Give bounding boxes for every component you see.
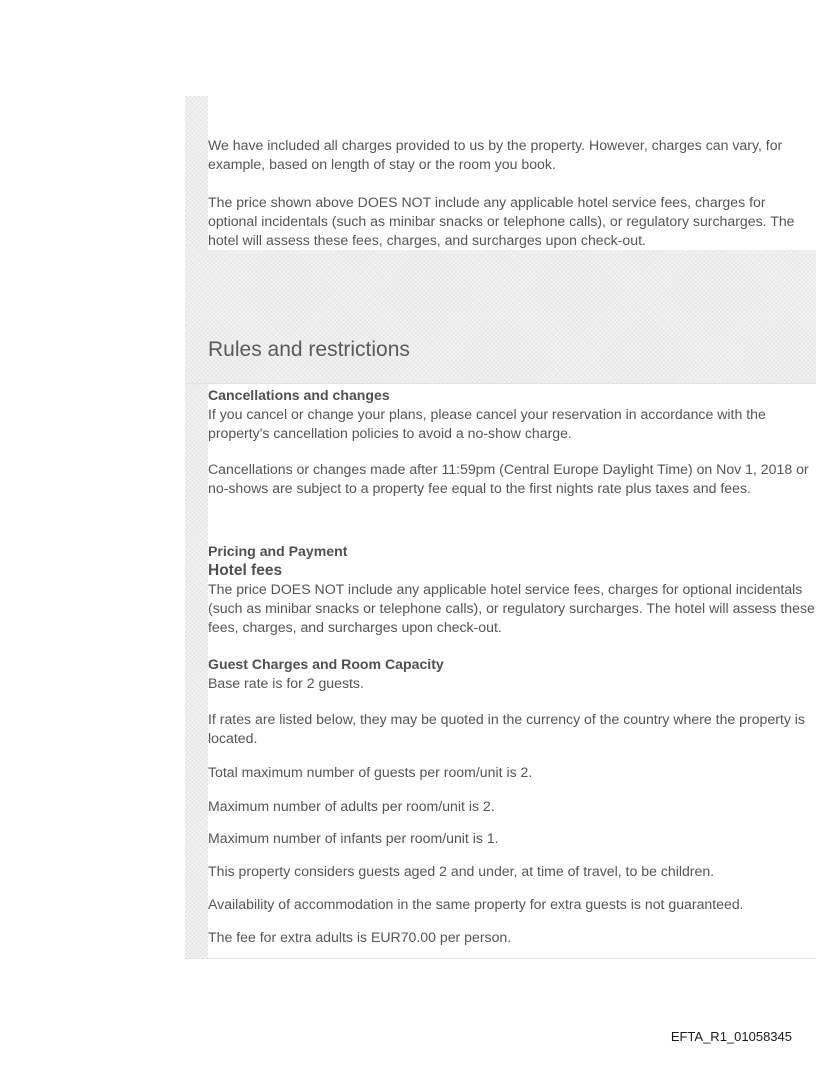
bottom-divider (185, 958, 816, 959)
max-adults-text: Maximum number of adults per room/unit is 2. (208, 798, 495, 814)
extra-guests-text: Availability of accommodation in the same property for extra guests is not guaranteed. (208, 896, 744, 912)
pricing-heading: Pricing and Payment (208, 543, 348, 559)
max-adults (208, 797, 816, 816)
pricing-block (208, 542, 816, 637)
max-infants (208, 829, 816, 848)
hotel-fees-text: The price DOES NOT include any applicable hotel service fees, charges for optional incidentals (such as minibar snacks or telephone calls), or regulatory surcharges. The hotel will assess these fees, charges, and surcharges upon check-out. (208, 581, 815, 635)
cancellation-deadline-text: Cancellations or changes made after 11:59pm (Central Europe Daylight Time) on Nov 1, 2018 or no-shows are subject to a property fee equal to the first nights rate plus taxes and fees. (208, 461, 809, 496)
hotel-fees-heading: Hotel fees (208, 562, 283, 579)
rules-heading: Rules and restrictions (208, 338, 410, 361)
cancellations-heading: Cancellations and changes (208, 387, 390, 403)
currency-note (208, 710, 816, 748)
cancellation-deadline (208, 460, 816, 498)
guest-charges-heading: Guest Charges and Room Capacity (208, 656, 444, 672)
base-rate: Base rate is for 2 guests. (208, 675, 364, 691)
cancellations-block (208, 386, 816, 443)
children-age-text: This property considers guests aged 2 and under, at time of travel, to be children. (208, 863, 715, 879)
price-note (208, 193, 816, 250)
extra-guests (208, 895, 816, 914)
document-id: EFTA_R1_01058345 (670, 1029, 792, 1044)
max-guests-text: Total maximum number of guests per room/unit is 2. (208, 764, 533, 780)
charges-note (208, 136, 816, 174)
currency-note-text: If rates are listed below, they may be quoted in the currency of the country where the property is located. (208, 711, 805, 746)
extra-adult-fee (208, 928, 816, 947)
extra-adult-fee-text: The fee for extra adults is EUR70.00 per person. (208, 929, 512, 945)
max-infants-text: Maximum number of infants per room/unit is 1. (208, 830, 499, 846)
section-divider (185, 383, 816, 384)
left-texture-strip (185, 96, 208, 958)
children-age (208, 862, 816, 881)
cancellations-policy: If you cancel or change your plans, please cancel your reservation in accordance with the property's cancellation policies to avoid a no-show charge. (208, 406, 766, 441)
guest-charges-block (208, 655, 816, 693)
charges-note-text: We have included all charges provided to us by the property. However, charges can vary, for example, based on length of stay or the room you book. (208, 137, 783, 172)
max-guests (208, 763, 816, 782)
price-note-text: The price shown above DOES NOT include any applicable hotel service fees, charges for optional incidentals (such as minibar snacks or telephone calls), or regulatory surcharges. The hotel will assess these fees, charges, and surcharges upon check-out. (208, 194, 795, 248)
